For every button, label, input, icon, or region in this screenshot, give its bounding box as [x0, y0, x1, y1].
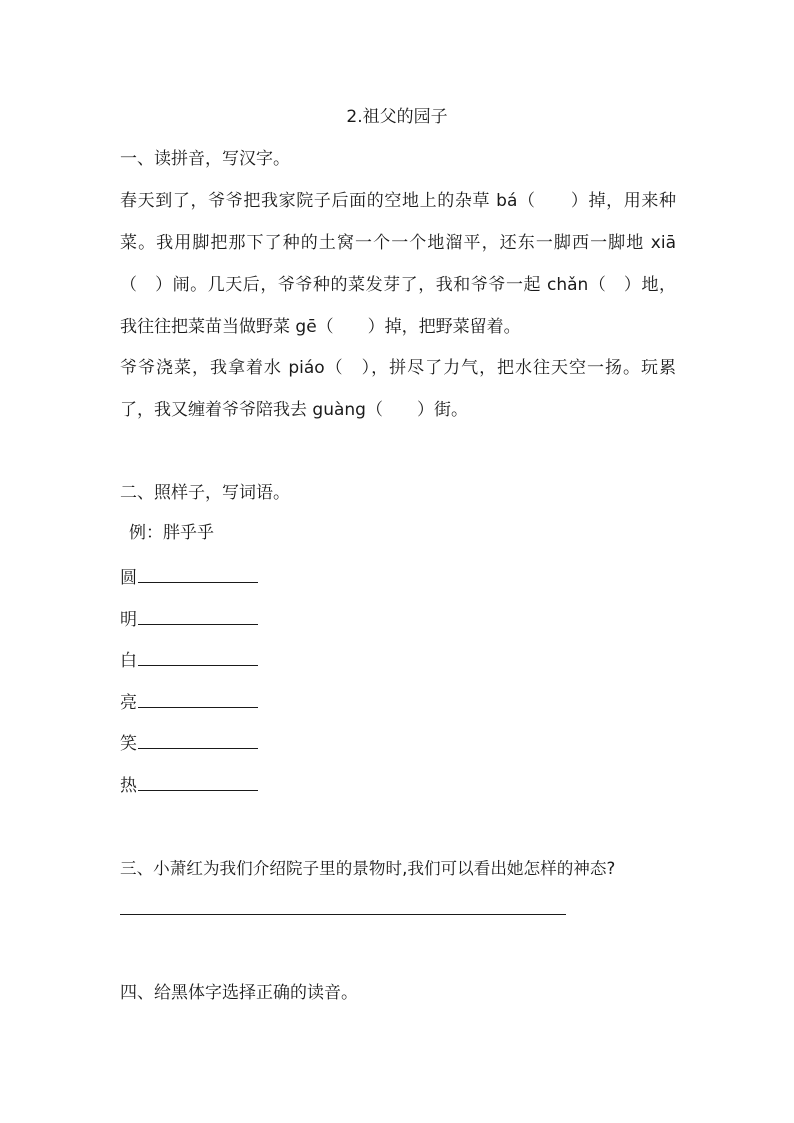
- word-item-char: 笑: [120, 734, 137, 754]
- word-item-char: 明: [120, 610, 137, 630]
- word-item-char: 白: [120, 651, 137, 671]
- word-item: [120, 691, 258, 714]
- section-2-heading: 二、照样子，写词语。: [120, 483, 290, 503]
- section-2-example: 例：胖乎乎: [129, 523, 214, 543]
- section-1-paragraph-1: 春天到了，爷爷把我家院子后面的空地上的杂草 bá（ ）掉，用来种菜。我用脚把那下了种的土窝一个一个地溜平，还东一脚西一脚地 xiā（ ）闹。几天后，爷爷种的菜发芽了，我和爷爷一起 chǎn（ ）地，我往往把菜苗当做野菜 gē（ ）掉，把野菜留着。: [120, 191, 676, 337]
- answer-blank[interactable]: [138, 566, 258, 583]
- section-4-heading: 四、给黑体字选择正确的读音。: [120, 983, 358, 1003]
- word-item-char: 圆: [120, 568, 137, 588]
- section-1-paragraph-2: 爷爷浇菜，我拿着水 piáo（ ），拼尽了力气，把水往天空一扬。玩累了，我又缠着爷爷陪我去 guàng（ ）街。: [120, 358, 676, 420]
- word-item-char: 热: [120, 776, 137, 796]
- word-item: [120, 732, 258, 755]
- word-item: [120, 649, 258, 672]
- word-item: [120, 774, 258, 797]
- answer-blank[interactable]: [138, 774, 258, 791]
- word-item: [120, 566, 258, 589]
- page-title: 2.祖父的园子: [346, 107, 448, 127]
- word-item: [120, 608, 258, 631]
- answer-blank[interactable]: [138, 691, 258, 708]
- answer-blank[interactable]: [138, 649, 258, 666]
- section-3-heading: 三、小萧红为我们介绍院子里的景物时,我们可以看出她怎样的神态?: [120, 859, 616, 878]
- answer-blank[interactable]: [138, 732, 258, 749]
- word-item-char: 亮: [120, 693, 137, 713]
- section-1-heading: 一、读拼音，写汉字。: [120, 149, 290, 169]
- section-3-answer-line[interactable]: [120, 914, 566, 915]
- answer-blank[interactable]: [138, 608, 258, 625]
